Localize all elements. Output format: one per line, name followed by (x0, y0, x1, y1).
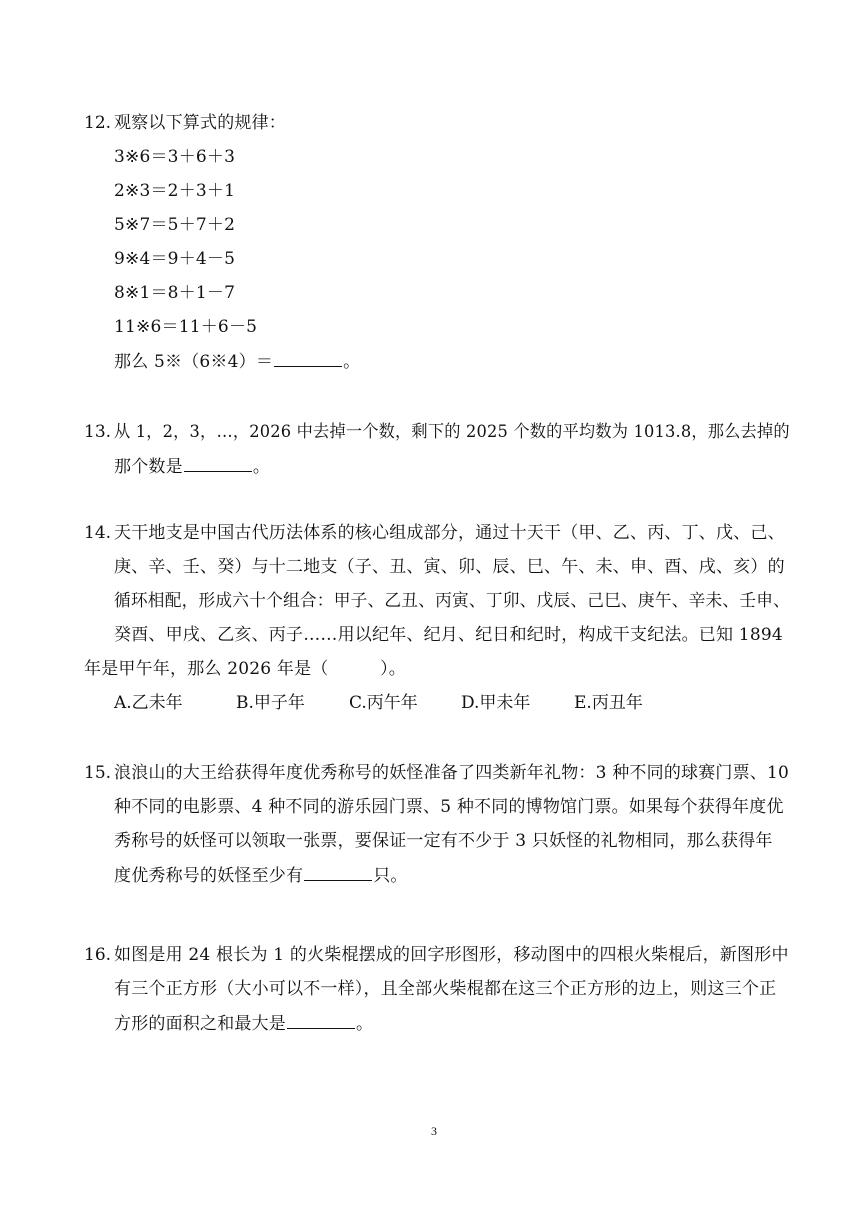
ask-text: 那个数是 (114, 457, 183, 477)
question-text: 癸酉、甲戌、乙亥、丙子……用以纪年、纪月、纪日和纪时，构成干支纪法。已知 1894 (114, 625, 783, 645)
question-ask (114, 1012, 373, 1035)
option-a: A.乙未年 (114, 693, 183, 713)
question-number: 15. (84, 763, 112, 783)
question-text: 有三个正方形（大小可以不一样），且全部火柴棍都在这三个正方形的边上，则这三个正 (114, 979, 777, 999)
question-ask (114, 350, 360, 373)
ask-end: 。 (343, 352, 361, 372)
option-e: E.丙丑年 (574, 693, 643, 713)
question-text: 浪浪山的大王给获得年度优秀称号的妖怪准备了四类新年礼物：3 种不同的球赛门票、10 (114, 763, 790, 783)
option-b: B.甲子年 (236, 693, 305, 713)
option-d: D.甲未年 (461, 693, 531, 713)
question-text: 秀称号的妖怪可以领取一张票，要保证一定有不少于 3 只妖怪的礼物相同，那么获得年 (114, 831, 773, 851)
formula-line: 3※6＝3＋6＋3 (114, 147, 236, 167)
question-ask (114, 455, 270, 478)
ask-end: 。 (356, 1014, 374, 1034)
answer-blank (274, 350, 342, 367)
question-text: 天干地支是中国古代历法体系的核心组成部分，通过十天干（甲、乙、丙、丁、戊、己、 (114, 523, 785, 543)
question-ask (114, 864, 408, 887)
question-text: 种不同的电影票、4 种不同的游乐园门票、5 种不同的博物馆门票。如果每个获得年度优 (114, 797, 784, 817)
formula-line: 2※3＝2＋3＋1 (114, 181, 236, 201)
ask-text: 度优秀称号的妖怪至少有 (114, 866, 304, 886)
question-text: 从 1，2，3，…，2026 中去掉一个数，剩下的 2025 个数的平均数为 1013.8，那么去掉的 (114, 422, 790, 442)
question-text: 如图是用 24 根长为 1 的火柴棍摆成的回字形图形，移动图中的四根火柴棍后，新图形中 (114, 945, 789, 965)
question-text: 年是甲午年，那么 2026 年是（ ）。 (84, 659, 406, 679)
question-number: 16. (84, 945, 112, 965)
question-text: 循环相配，形成六十个组合：甲子、乙丑、丙寅、丁卯、戊辰、己巳、庚午、辛未、壬申、 (114, 591, 791, 611)
question-number: 12. (84, 113, 112, 133)
formula-line: 5※7＝5＋7＋2 (114, 215, 236, 235)
formula-line: 9※4＝9＋4－5 (114, 249, 236, 269)
question-text: 庚、辛、壬、癸）与十二地支（子、丑、寅、卯、辰、巳、午、未、申、酉、戌、亥）的 (114, 557, 785, 577)
ask-end: 。 (252, 457, 271, 477)
ask-end: 只。 (373, 866, 408, 886)
question-number: 13. (84, 422, 112, 442)
answer-blank (304, 864, 372, 881)
ask-text: 方形的面积之和最大是 (114, 1014, 286, 1034)
formula-line: 8※1＝8＋1－7 (114, 283, 236, 303)
question-number: 14. (84, 523, 112, 543)
answer-blank (287, 1012, 355, 1029)
option-c: C.丙午年 (349, 693, 418, 713)
question-prompt: 观察以下算式的规律： (114, 113, 286, 133)
ask-text: 那么 5※（6※4）＝ (114, 352, 274, 372)
formula-line: 11※6＝11＋6－5 (114, 317, 258, 337)
page-number: 3 (431, 1124, 437, 1138)
answer-blank (184, 455, 252, 472)
